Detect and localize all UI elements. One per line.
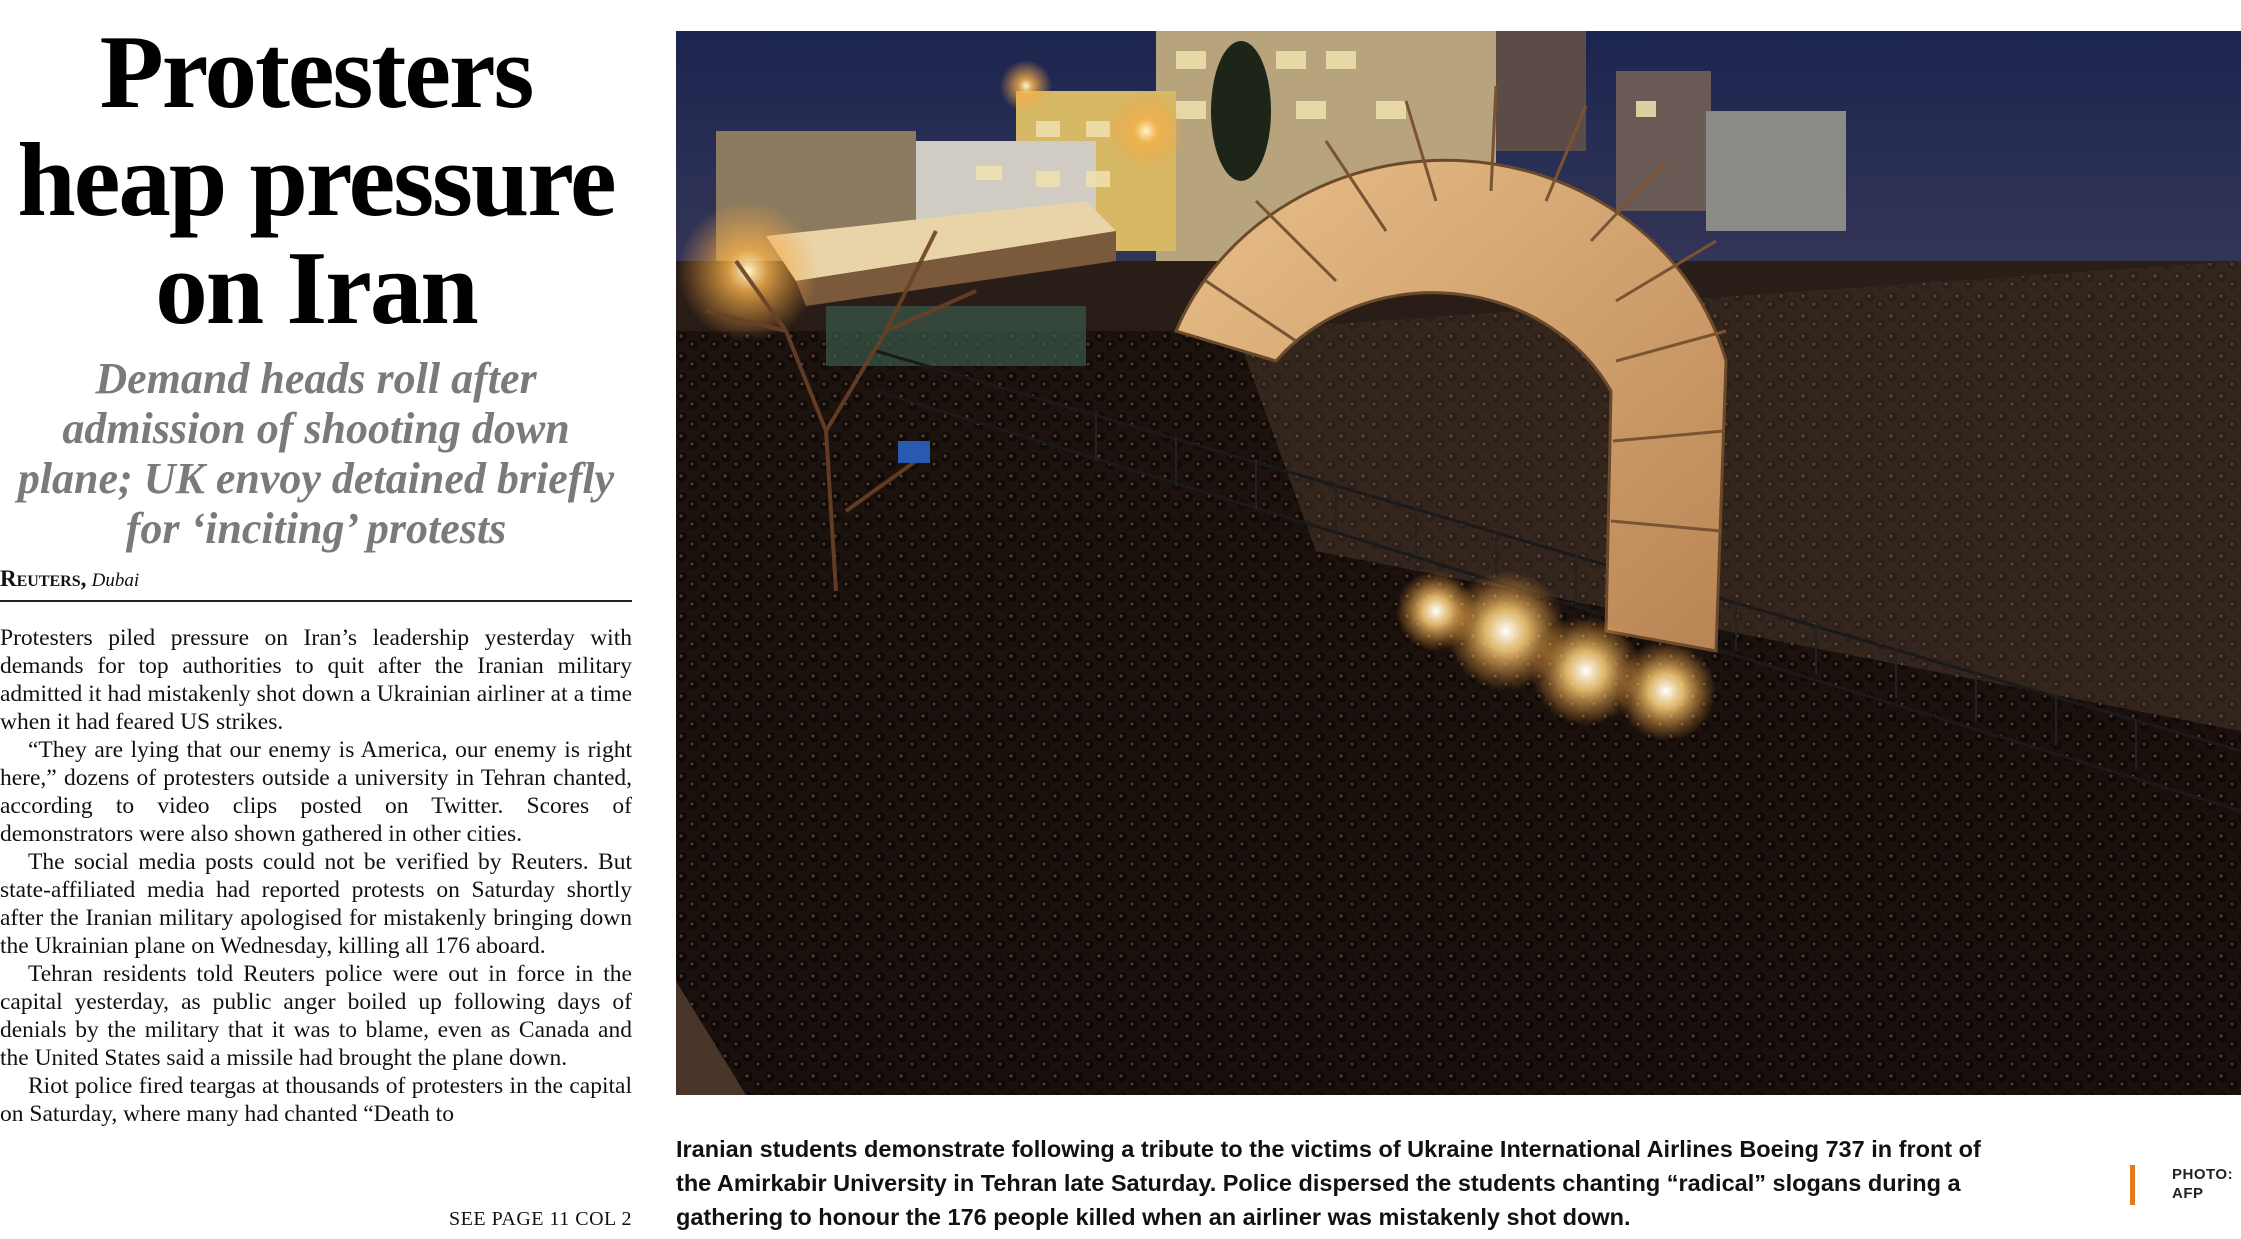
caption-line: Iranian students demonstrate following a tribute to the victims of Ukraine International Airlines Boeing 737 in front of (676, 1136, 1981, 1162)
subheadline-line: Demand heads roll after (95, 354, 537, 403)
caption-line: gathering to honour the 176 people killed when an airliner was mistakenly shot down. (676, 1204, 1631, 1230)
headline-line: on Iran (155, 229, 477, 346)
byline-agency: Reuters, (0, 566, 87, 591)
article-column (0, 0, 632, 1239)
subheadline-line: plane; UK envoy detained briefly (17, 454, 615, 503)
article-paragraph: Tehran residents told Reuters police were out in force in the capital yesterday, as public anger boiled up following days of denials by the military that it was to blame, even as Canada and the United States said a missile had brought the plane down. (0, 961, 632, 1071)
article-paragraph: “They are lying that our enemy is America, our enemy is right here,” dozens of protesters outside a university in Tehran chanted, according to video clips posted on Twitter. Scores of demonstrators were also shown gathered in other cities. (0, 737, 632, 847)
caption-line: the Amirkabir University in Tehran late Saturday. Police dispersed the students chanting “radical” slogans during a (676, 1170, 1961, 1196)
photo-caption (676, 1132, 2056, 1234)
photo-credit-accent-bar (2130, 1165, 2135, 1205)
article-paragraph: The social media posts could not be verified by Reuters. But state-affiliated media had reported protests on Saturday shortly after the Iranian military apologised for mistakenly bringing down the Ukrainian plane on Wednesday, killing all 176 aboard. (0, 849, 632, 959)
byline (0, 566, 632, 602)
subheadline-line: for ‘inciting’ protests (125, 504, 507, 553)
photo-credit (2172, 1165, 2233, 1203)
subheadline-line: admission of shooting down (62, 404, 570, 453)
byline-dateline: Dubai (91, 570, 140, 591)
continued-jump-line[interactable]: SEE PAGE 11 COL 2 (449, 1208, 632, 1230)
news-photo-illustration (676, 31, 2241, 1095)
headline (0, 0, 632, 346)
article-paragraph: Riot police fired teargas at thousands of protesters in the capital on Saturday, where many had chanted “Death to (0, 1073, 632, 1127)
subheadline (0, 354, 632, 554)
headline-line: heap pressure (17, 121, 615, 238)
headline-line: Protesters (99, 13, 533, 130)
article-body (0, 624, 632, 1128)
news-photo (676, 31, 2241, 1095)
article-paragraph: Protesters piled pressure on Iran’s leadership yesterday with demands for top authorities to quit after the Iranian military admitted it had mistakenly shot down a Ukrainian airliner at a time when it had feared US strikes. (0, 625, 632, 735)
photo-credit-source: AFP (2172, 1185, 2204, 1202)
photo-credit-label: PHOTO: (2172, 1166, 2234, 1183)
